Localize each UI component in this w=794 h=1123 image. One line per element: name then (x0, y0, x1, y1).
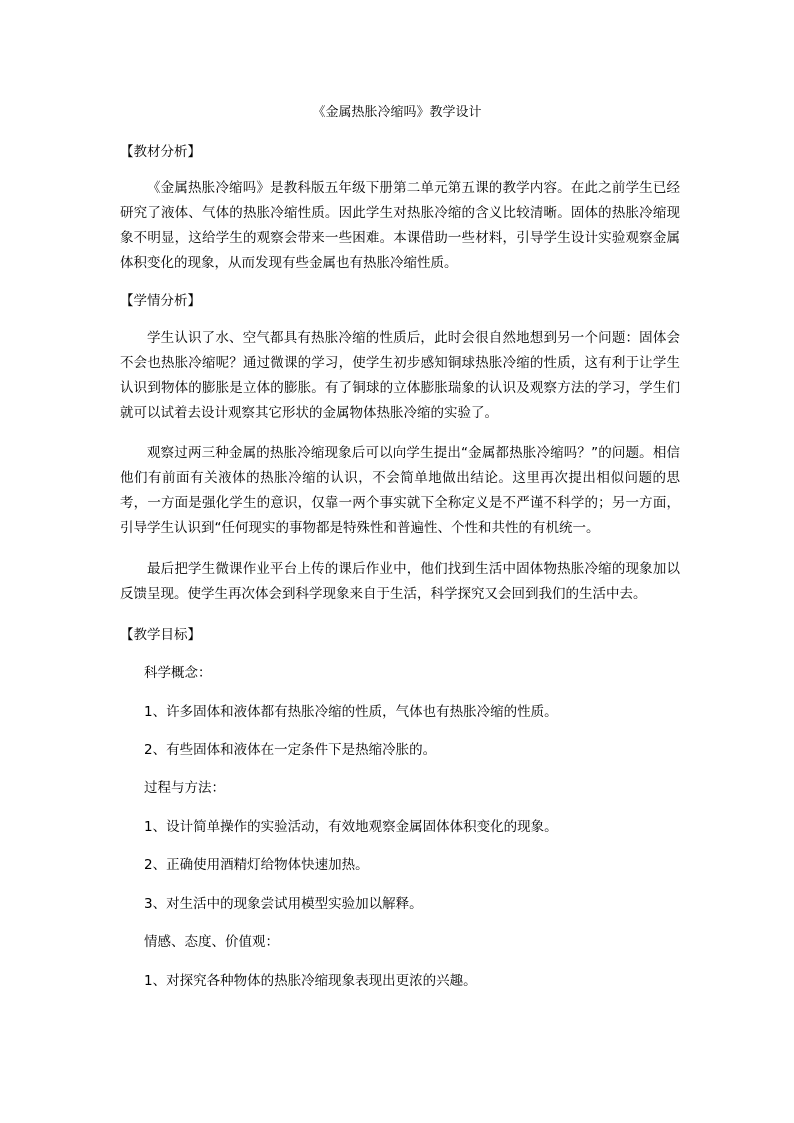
list-item: 2、正确使用酒精灯给物体快速加热。 (144, 857, 369, 873)
list-item: 2、有些固体和液体在一定条件下是热缩冷胀的。 (144, 742, 437, 758)
list-item: 3、对生活中的现象尝试用模型实验加以解释。 (144, 896, 423, 912)
heading-student-analysis: 【学情分析】 (120, 293, 201, 309)
label-science-concepts: 科学概念： (144, 665, 212, 681)
label-process-methods: 过程与方法： (144, 780, 225, 796)
heading-teaching-goals: 【教学目标】 (120, 627, 201, 643)
list-item: 1、对探究各种物体的热胀冷缩现象表现出更浓的兴趣。 (144, 973, 477, 989)
paragraph-student-analysis-1: 学生认识了水、空气都具有热胀冷缩的性质后，此时会很自然地想到另一个问题：固体会不会也热胀冷缩呢？通过微课的学习，使学生初步感知铜球热胀冷缩的性质，这有利于让学生认识到物体的膨胀是立体的膨胀。有了铜球的立体膨胀瑞象的认识及观察方法的学习，学生们就可以试着去设计观察其它形状的金属物体热胀冷缩的实验了。 (120, 330, 680, 421)
paragraph-student-analysis-3: 最后把学生微课作业平台上传的课后作业中，他们找到生活中固体物热胀冷缩的现象加以反馈呈现。使学生再次体会到科学现象来自于生活，科学探究又会回到我们的生活中去。 (120, 561, 680, 602)
document-title: 《金属热胀冷缩吗》教学设计 (312, 105, 482, 120)
list-item: 1、许多固体和液体都有热胀冷缩的性质，气体也有热胀冷缩的性质。 (144, 704, 558, 720)
label-emotion-values: 情感、态度、价值观： (144, 934, 279, 950)
paragraph-material-analysis: 《金属热胀冷缩吗》是教科版五年级下册第二单元第五课的教学内容。在此之前学生已经研究了液体、气体的热胀冷缩性质。因此学生对热胀冷缩的含义比较清晰。固体的热胀冷缩现象不明显，这给学生的观察会带来一些困难。本课借助一些材料，引导学生设计实验观察金属体积变化的现象，从而发现有些金属也有热胀冷缩性质。 (120, 180, 680, 271)
paragraph-student-analysis-2: 观察过两三种金属的热胀冷缩现象后可以向学生提出“金属都热胀冷缩吗？”的问题。相信他们有前面有关液体的热胀冷缩的认识，不会简单地做出结论。这里再次提出相似问题的思考，一方面是强化学生的意识，仅靠一两个事实就下全称定义是不严谨不科学的；另一方面，引导学生认识到“任何现实的事物都是特殊性和普遍性、个性和共性的有机统一。 (120, 445, 680, 536)
heading-material-analysis: 【教材分析】 (120, 144, 201, 160)
list-item: 1、设计简单操作的实验活动，有效地观察金属固体体积变化的现象。 (144, 819, 558, 835)
